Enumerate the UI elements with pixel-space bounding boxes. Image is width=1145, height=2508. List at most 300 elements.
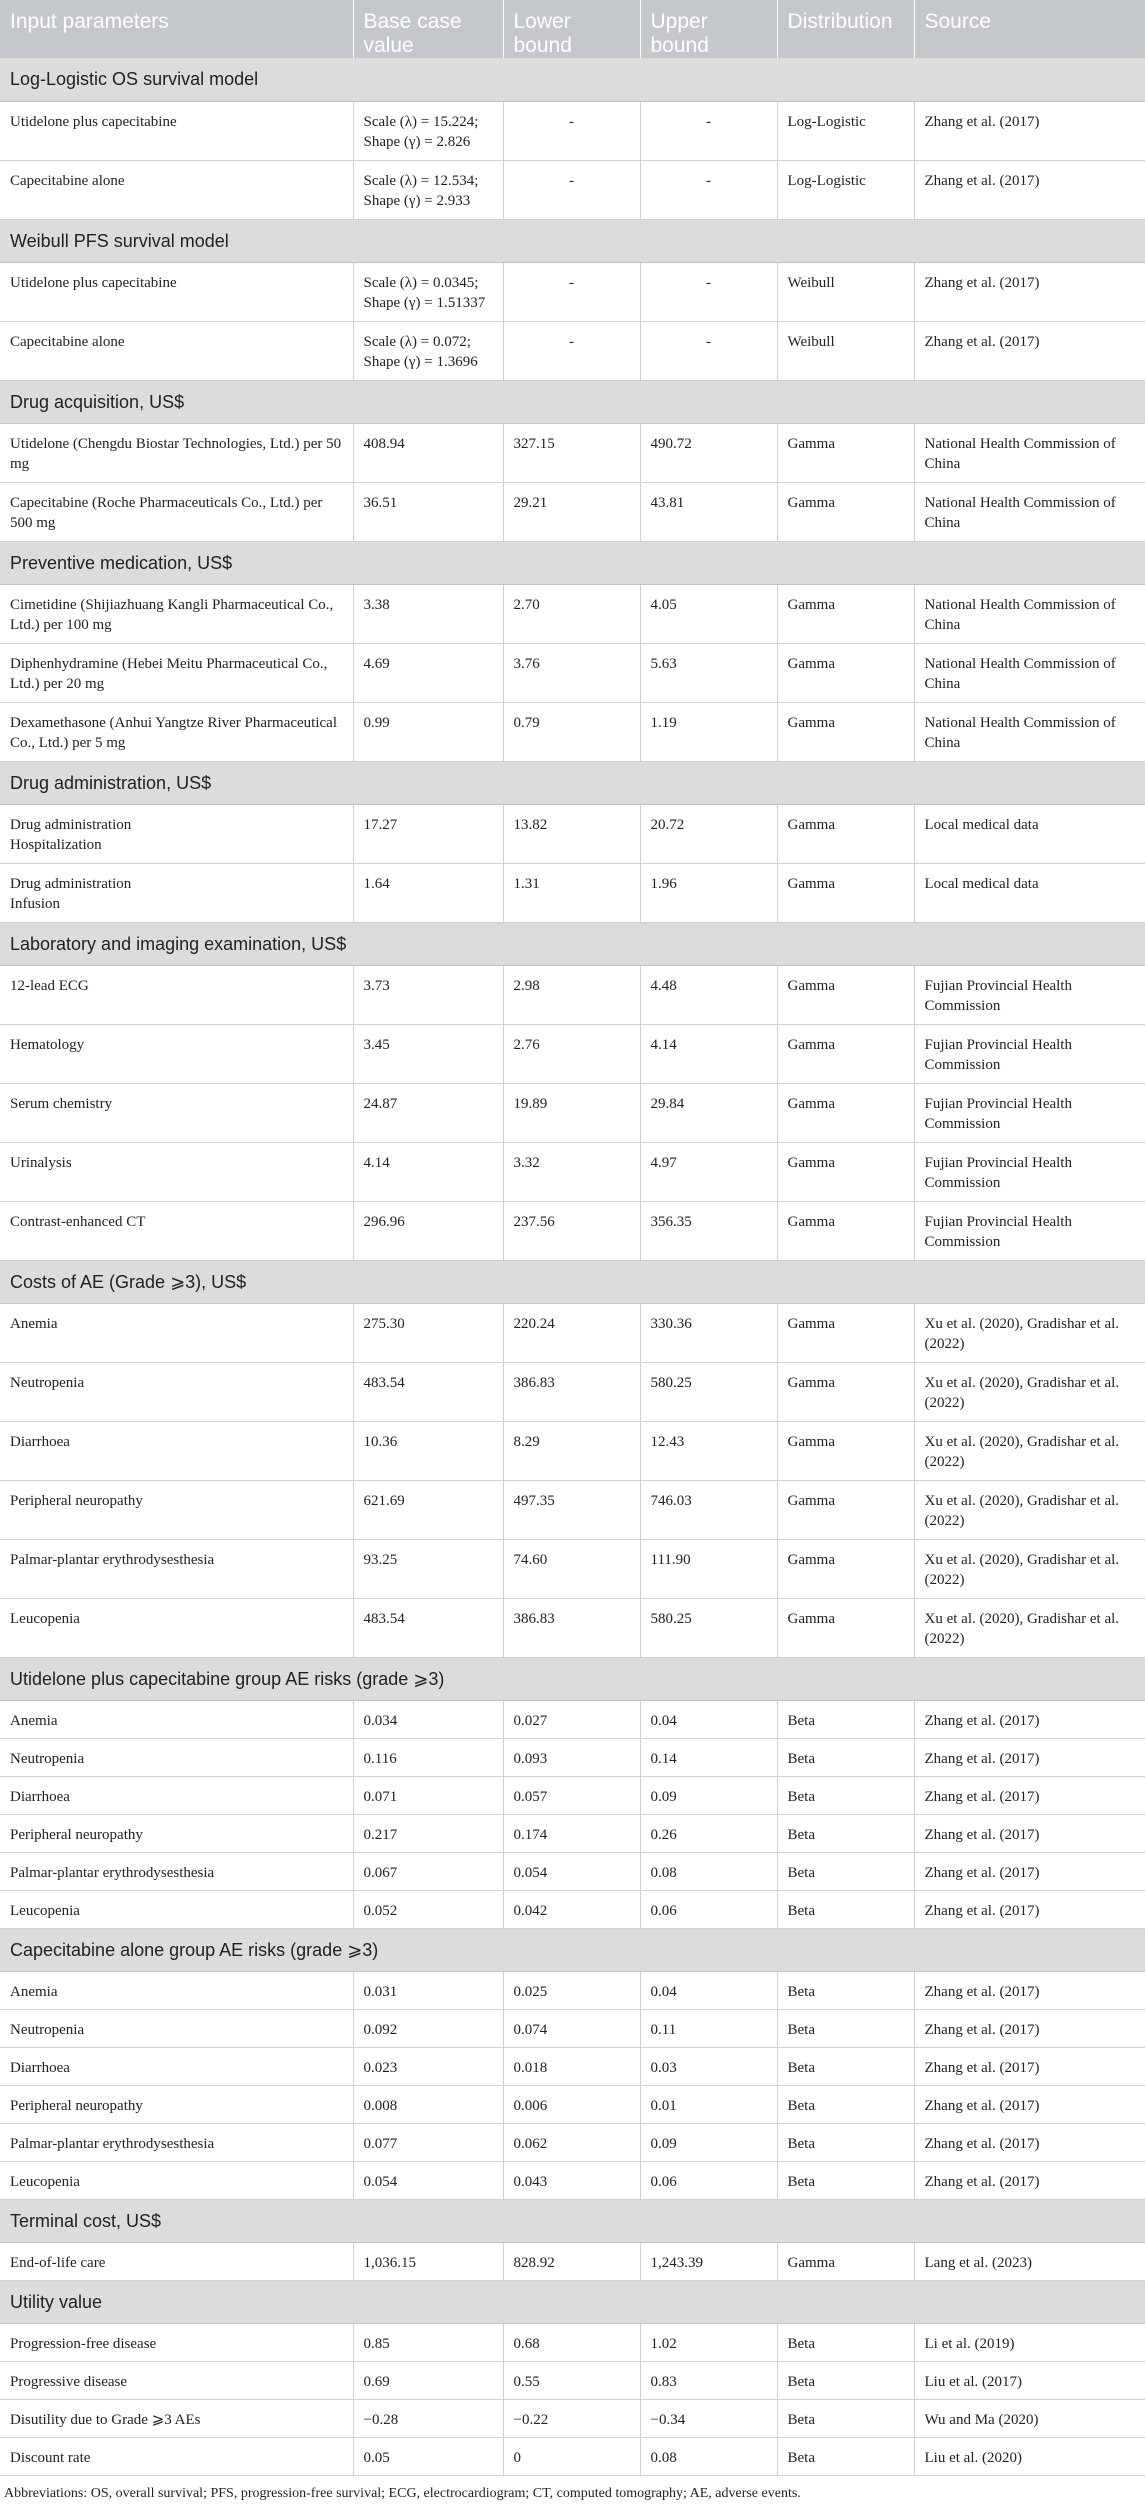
cell-source: Xu et al. (2020), Gradishar et al. (2022) (914, 1303, 1145, 1362)
table-row (0, 2361, 1145, 2399)
cell-distribution: Beta (777, 1890, 914, 1928)
cell-upper-bound: 490.72 (640, 423, 777, 482)
table-row (0, 1539, 1145, 1598)
cell-parameter: Capecitabine alone (0, 321, 353, 380)
cell-distribution: Beta (777, 1971, 914, 2009)
table-row (0, 1971, 1145, 2009)
cell-distribution: Gamma (777, 1201, 914, 1260)
cell-upper-bound: 580.25 (640, 1362, 777, 1421)
section-row (0, 1260, 1145, 1303)
cell-lower-bound: 8.29 (503, 1421, 640, 1480)
cell-source: Zhang et al. (2017) (914, 101, 1145, 160)
header-upper-bound: Upper bound (640, 0, 777, 58)
cell-base-value: 3.73 (353, 965, 503, 1024)
cell-parameter: Anemia (0, 1303, 353, 1362)
section-title: Drug acquisition, US$ (0, 380, 1145, 423)
section-title: Laboratory and imaging examination, US$ (0, 922, 1145, 965)
cell-lower-bound: 0.062 (503, 2123, 640, 2161)
cell-parameter: Progression-free disease (0, 2323, 353, 2361)
cell-lower-bound: 13.82 (503, 804, 640, 863)
cell-upper-bound: −0.34 (640, 2399, 777, 2437)
table-row (0, 2123, 1145, 2161)
cell-base-value: 0.99 (353, 702, 503, 761)
cell-lower-bound: 0.006 (503, 2085, 640, 2123)
cell-source: Zhang et al. (2017) (914, 1776, 1145, 1814)
cell-source: National Health Commission of China (914, 702, 1145, 761)
cell-upper-bound: 4.05 (640, 584, 777, 643)
cell-upper-bound: - (640, 101, 777, 160)
cell-lower-bound: 0.057 (503, 1776, 640, 1814)
cell-base-value: 296.96 (353, 1201, 503, 1260)
cell-source: Local medical data (914, 863, 1145, 922)
section-row (0, 922, 1145, 965)
cell-distribution: Beta (777, 2437, 914, 2475)
cell-parameter: Peripheral neuropathy (0, 1480, 353, 1539)
cell-lower-bound: 386.83 (503, 1598, 640, 1657)
cell-parameter: Progressive disease (0, 2361, 353, 2399)
cell-source: Xu et al. (2020), Gradishar et al. (2022) (914, 1539, 1145, 1598)
cell-source: Zhang et al. (2017) (914, 2009, 1145, 2047)
cell-source: National Health Commission of China (914, 643, 1145, 702)
cell-distribution: Gamma (777, 1480, 914, 1539)
cell-source: Zhang et al. (2017) (914, 1814, 1145, 1852)
cell-distribution: Gamma (777, 1539, 914, 1598)
cell-lower-bound: 0.79 (503, 702, 640, 761)
cell-base-value: 10.36 (353, 1421, 503, 1480)
cell-upper-bound: 746.03 (640, 1480, 777, 1539)
cell-lower-bound: 0.025 (503, 1971, 640, 2009)
table-row (0, 2009, 1145, 2047)
cell-source: Zhang et al. (2017) (914, 1700, 1145, 1738)
cell-distribution: Beta (777, 2123, 914, 2161)
cell-source: National Health Commission of China (914, 423, 1145, 482)
cell-distribution: Gamma (777, 804, 914, 863)
table-row (0, 2242, 1145, 2280)
table-row (0, 2161, 1145, 2199)
cell-parameter: Anemia (0, 1971, 353, 2009)
cell-base-value: 24.87 (353, 1083, 503, 1142)
section-row (0, 2199, 1145, 2242)
cell-upper-bound: 0.06 (640, 1890, 777, 1928)
cell-distribution: Beta (777, 1776, 914, 1814)
table-row (0, 1024, 1145, 1083)
section-row (0, 761, 1145, 804)
cell-distribution: Beta (777, 2161, 914, 2199)
cell-parameter: Peripheral neuropathy (0, 2085, 353, 2123)
cell-lower-bound: 0.68 (503, 2323, 640, 2361)
cell-source: Zhang et al. (2017) (914, 2047, 1145, 2085)
cell-upper-bound: 0.83 (640, 2361, 777, 2399)
cell-base-value: 0.116 (353, 1738, 503, 1776)
table-row (0, 1480, 1145, 1539)
cell-distribution: Beta (777, 2323, 914, 2361)
cell-upper-bound: 330.36 (640, 1303, 777, 1362)
cell-source: Zhang et al. (2017) (914, 2161, 1145, 2199)
header-input-parameters: Input parameters (0, 0, 353, 58)
cell-source: National Health Commission of China (914, 584, 1145, 643)
cell-upper-bound: 29.84 (640, 1083, 777, 1142)
table-row (0, 2323, 1145, 2361)
cell-base-value: 0.031 (353, 1971, 503, 2009)
cell-parameter: Capecitabine (Roche Pharmaceuticals Co., Ltd.) per 500 mg (0, 482, 353, 541)
table-row (0, 863, 1145, 922)
cell-distribution: Beta (777, 2009, 914, 2047)
cell-source: Fujian Provincial Health Commission (914, 1083, 1145, 1142)
cell-source: Fujian Provincial Health Commission (914, 1142, 1145, 1201)
table-row (0, 1421, 1145, 1480)
cell-parameter: Utidelone plus capecitabine (0, 101, 353, 160)
cell-upper-bound: 0.09 (640, 2123, 777, 2161)
cell-base-value: 483.54 (353, 1598, 503, 1657)
cell-source: Xu et al. (2020), Gradishar et al. (2022) (914, 1362, 1145, 1421)
table-row (0, 160, 1145, 219)
cell-parameter: Anemia (0, 1700, 353, 1738)
cell-distribution: Weibull (777, 321, 914, 380)
table-row (0, 101, 1145, 160)
table-row (0, 2437, 1145, 2475)
cell-upper-bound: 356.35 (640, 1201, 777, 1260)
cell-lower-bound: 3.76 (503, 643, 640, 702)
table-row (0, 2399, 1145, 2437)
cell-upper-bound: 4.97 (640, 1142, 777, 1201)
cell-lower-bound: 0.093 (503, 1738, 640, 1776)
cell-lower-bound: 29.21 (503, 482, 640, 541)
section-row (0, 1928, 1145, 1971)
section-title: Drug administration, US$ (0, 761, 1145, 804)
cell-base-value: 0.067 (353, 1852, 503, 1890)
cell-distribution: Gamma (777, 1142, 914, 1201)
cell-parameter: Neutropenia (0, 1738, 353, 1776)
cell-base-value: Scale (λ) = 0.072; Shape (γ) = 1.3696 (353, 321, 503, 380)
table-row (0, 1083, 1145, 1142)
cell-parameter: Cimetidine (Shijiazhuang Kangli Pharmaceutical Co., Ltd.) per 100 mg (0, 584, 353, 643)
cell-distribution: Weibull (777, 262, 914, 321)
cell-lower-bound: 0.018 (503, 2047, 640, 2085)
table-row (0, 2047, 1145, 2085)
cell-source: Zhang et al. (2017) (914, 160, 1145, 219)
cell-source: Xu et al. (2020), Gradishar et al. (2022) (914, 1480, 1145, 1539)
cell-source: Fujian Provincial Health Commission (914, 1201, 1145, 1260)
cell-distribution: Gamma (777, 965, 914, 1024)
cell-parameter: Palmar-plantar erythrodysesthesia (0, 1539, 353, 1598)
section-title: Utidelone plus capecitabine group AE risks (grade ⩾3) (0, 1657, 1145, 1700)
cell-base-value: 1,036.15 (353, 2242, 503, 2280)
cell-distribution: Gamma (777, 863, 914, 922)
cell-distribution: Gamma (777, 2242, 914, 2280)
cell-base-value: 0.05 (353, 2437, 503, 2475)
cell-base-value: 483.54 (353, 1362, 503, 1421)
cell-base-value: 0.008 (353, 2085, 503, 2123)
table-row (0, 1814, 1145, 1852)
cell-source: Zhang et al. (2017) (914, 321, 1145, 380)
cell-parameter: Diarrhoea (0, 1776, 353, 1814)
table-row (0, 321, 1145, 380)
cell-upper-bound: - (640, 160, 777, 219)
cell-distribution: Log-Logistic (777, 101, 914, 160)
cell-lower-bound: 74.60 (503, 1539, 640, 1598)
header-distribution: Distribution (777, 0, 914, 58)
cell-base-value: 0.023 (353, 2047, 503, 2085)
cell-lower-bound: 0 (503, 2437, 640, 2475)
cell-distribution: Gamma (777, 1421, 914, 1480)
cell-source: Zhang et al. (2017) (914, 262, 1145, 321)
cell-parameter: Drug administration Hospitalization (0, 804, 353, 863)
cell-distribution: Gamma (777, 1024, 914, 1083)
cell-distribution: Gamma (777, 584, 914, 643)
cell-upper-bound: 4.14 (640, 1024, 777, 1083)
cell-distribution: Beta (777, 1814, 914, 1852)
cell-distribution: Beta (777, 2399, 914, 2437)
cell-distribution: Gamma (777, 702, 914, 761)
cell-source: Xu et al. (2020), Gradishar et al. (2022) (914, 1598, 1145, 1657)
section-row (0, 541, 1145, 584)
cell-upper-bound: 1.19 (640, 702, 777, 761)
cell-base-value: 3.45 (353, 1024, 503, 1083)
cell-parameter: Hematology (0, 1024, 353, 1083)
cell-distribution: Gamma (777, 423, 914, 482)
table-row (0, 1142, 1145, 1201)
cell-base-value: 0.052 (353, 1890, 503, 1928)
cell-lower-bound: 1.31 (503, 863, 640, 922)
table-row (0, 1852, 1145, 1890)
cell-lower-bound: - (503, 160, 640, 219)
cell-base-value: Scale (λ) = 15.224; Shape (γ) = 2.826 (353, 101, 503, 160)
section-title: Weibull PFS survival model (0, 219, 1145, 262)
cell-source: Fujian Provincial Health Commission (914, 965, 1145, 1024)
cell-upper-bound: 580.25 (640, 1598, 777, 1657)
cell-source: Zhang et al. (2017) (914, 1852, 1145, 1890)
cell-source: Xu et al. (2020), Gradishar et al. (2022) (914, 1421, 1145, 1480)
cell-lower-bound: 0.027 (503, 1700, 640, 1738)
table-row (0, 482, 1145, 541)
cell-lower-bound: 19.89 (503, 1083, 640, 1142)
cell-parameter: Capecitabine alone (0, 160, 353, 219)
cell-lower-bound: 0.043 (503, 2161, 640, 2199)
cell-parameter: Urinalysis (0, 1142, 353, 1201)
cell-distribution: Gamma (777, 1598, 914, 1657)
cell-distribution: Gamma (777, 643, 914, 702)
cell-source: Wu and Ma (2020) (914, 2399, 1145, 2437)
cell-base-value: 0.217 (353, 1814, 503, 1852)
cell-source: Zhang et al. (2017) (914, 1971, 1145, 2009)
cell-base-value: 0.85 (353, 2323, 503, 2361)
table-row (0, 1303, 1145, 1362)
header-lower-bound: Lower bound (503, 0, 640, 58)
cell-lower-bound: - (503, 101, 640, 160)
cell-base-value: 17.27 (353, 804, 503, 863)
cell-parameter: Leucopenia (0, 1598, 353, 1657)
cell-lower-bound: 828.92 (503, 2242, 640, 2280)
section-title: Costs of AE (Grade ⩾3), US$ (0, 1260, 1145, 1303)
cell-base-value: 621.69 (353, 1480, 503, 1539)
cell-source: Zhang et al. (2017) (914, 1890, 1145, 1928)
header-base-case-value: Base case value (353, 0, 503, 58)
cell-upper-bound: 0.08 (640, 2437, 777, 2475)
cell-base-value: Scale (λ) = 0.0345; Shape (γ) = 1.51337 (353, 262, 503, 321)
cell-parameter: Leucopenia (0, 2161, 353, 2199)
cell-base-value: 275.30 (353, 1303, 503, 1362)
cell-parameter: Palmar-plantar erythrodysesthesia (0, 2123, 353, 2161)
cell-lower-bound: 0.054 (503, 1852, 640, 1890)
cell-distribution: Beta (777, 1700, 914, 1738)
cell-source: Fujian Provincial Health Commission (914, 1024, 1145, 1083)
cell-base-value: 0.092 (353, 2009, 503, 2047)
cell-base-value: 0.69 (353, 2361, 503, 2399)
cell-lower-bound: 386.83 (503, 1362, 640, 1421)
cell-source: Local medical data (914, 804, 1145, 863)
cell-upper-bound: 12.43 (640, 1421, 777, 1480)
cell-base-value: 0.034 (353, 1700, 503, 1738)
cell-base-value: 4.14 (353, 1142, 503, 1201)
cell-lower-bound: 2.98 (503, 965, 640, 1024)
cell-source: Zhang et al. (2017) (914, 2085, 1145, 2123)
cell-parameter: Utidelone (Chengdu Biostar Technologies, Ltd.) per 50 mg (0, 423, 353, 482)
section-title: Terminal cost, US$ (0, 2199, 1145, 2242)
cell-distribution: Log-Logistic (777, 160, 914, 219)
cell-upper-bound: 0.11 (640, 2009, 777, 2047)
cell-parameter: Neutropenia (0, 1362, 353, 1421)
cell-upper-bound: 0.09 (640, 1776, 777, 1814)
cell-upper-bound: 5.63 (640, 643, 777, 702)
table-footnote: Abbreviations: OS, overall survival; PFS, progression-free survival; ECG, electrocardiogram; CT, computed tomography; AE, adverse events. (4, 2486, 801, 2501)
cell-base-value: 0.054 (353, 2161, 503, 2199)
cell-upper-bound: 0.06 (640, 2161, 777, 2199)
cell-parameter: 12-lead ECG (0, 965, 353, 1024)
table-row (0, 1890, 1145, 1928)
cell-distribution: Beta (777, 2085, 914, 2123)
cell-lower-bound: 237.56 (503, 1201, 640, 1260)
cell-distribution: Beta (777, 1738, 914, 1776)
cell-parameter: Drug administration Infusion (0, 863, 353, 922)
section-row (0, 58, 1145, 101)
table-row (0, 262, 1145, 321)
cell-lower-bound: 327.15 (503, 423, 640, 482)
cell-distribution: Gamma (777, 482, 914, 541)
cell-distribution: Gamma (777, 1083, 914, 1142)
cell-upper-bound: 111.90 (640, 1539, 777, 1598)
cell-lower-bound: 0.074 (503, 2009, 640, 2047)
table-row (0, 423, 1145, 482)
cell-source: National Health Commission of China (914, 482, 1145, 541)
cell-base-value: 0.071 (353, 1776, 503, 1814)
table-row (0, 643, 1145, 702)
cell-parameter: Diphenhydramine (Hebei Meitu Pharmaceutical Co., Ltd.) per 20 mg (0, 643, 353, 702)
cell-distribution: Beta (777, 2047, 914, 2085)
table-body (0, 58, 1145, 2475)
cell-parameter: Neutropenia (0, 2009, 353, 2047)
cell-upper-bound: - (640, 262, 777, 321)
cell-lower-bound: - (503, 321, 640, 380)
cell-upper-bound: 1,243.39 (640, 2242, 777, 2280)
cell-source: Li et al. (2019) (914, 2323, 1145, 2361)
cell-upper-bound: 0.01 (640, 2085, 777, 2123)
section-title: Capecitabine alone group AE risks (grade ⩾3) (0, 1928, 1145, 1971)
section-row (0, 380, 1145, 423)
section-row (0, 2280, 1145, 2323)
cell-lower-bound: 0.55 (503, 2361, 640, 2399)
cell-distribution: Gamma (777, 1303, 914, 1362)
cell-lower-bound: 0.042 (503, 1890, 640, 1928)
table-row (0, 702, 1145, 761)
cell-source: Zhang et al. (2017) (914, 2123, 1145, 2161)
table-header (0, 0, 1145, 58)
cell-upper-bound: - (640, 321, 777, 380)
cell-parameter: Diarrhoea (0, 2047, 353, 2085)
cell-lower-bound: 497.35 (503, 1480, 640, 1539)
cell-parameter: Disutility due to Grade ⩾3 AEs (0, 2399, 353, 2437)
cell-base-value: 36.51 (353, 482, 503, 541)
table-row (0, 1362, 1145, 1421)
cell-parameter: Leucopenia (0, 1890, 353, 1928)
cell-parameter: Diarrhoea (0, 1421, 353, 1480)
cell-upper-bound: 0.08 (640, 1852, 777, 1890)
cell-upper-bound: 1.02 (640, 2323, 777, 2361)
cell-distribution: Beta (777, 2361, 914, 2399)
cell-lower-bound: 220.24 (503, 1303, 640, 1362)
cell-upper-bound: 0.04 (640, 1700, 777, 1738)
cell-source: Zhang et al. (2017) (914, 1738, 1145, 1776)
cell-lower-bound: 2.76 (503, 1024, 640, 1083)
cell-base-value: 1.64 (353, 863, 503, 922)
cell-parameter: Contrast-enhanced CT (0, 1201, 353, 1260)
table-row (0, 2085, 1145, 2123)
cell-parameter: Palmar-plantar erythrodysesthesia (0, 1852, 353, 1890)
table-row (0, 1201, 1145, 1260)
table-row (0, 584, 1145, 643)
cell-base-value: 408.94 (353, 423, 503, 482)
cell-lower-bound: −0.22 (503, 2399, 640, 2437)
cell-upper-bound: 43.81 (640, 482, 777, 541)
section-title: Preventive medication, US$ (0, 541, 1145, 584)
cell-upper-bound: 4.48 (640, 965, 777, 1024)
table-row (0, 1700, 1145, 1738)
cell-base-value: 3.38 (353, 584, 503, 643)
cell-upper-bound: 0.03 (640, 2047, 777, 2085)
table-row (0, 804, 1145, 863)
table-row (0, 1598, 1145, 1657)
cell-lower-bound: 2.70 (503, 584, 640, 643)
cell-distribution: Gamma (777, 1362, 914, 1421)
cell-base-value: Scale (λ) = 12.534; Shape (γ) = 2.933 (353, 160, 503, 219)
cell-base-value: 0.077 (353, 2123, 503, 2161)
cell-distribution: Beta (777, 1852, 914, 1890)
cell-parameter: Discount rate (0, 2437, 353, 2475)
section-title: Utility value (0, 2280, 1145, 2323)
cell-base-value: 4.69 (353, 643, 503, 702)
header-source: Source (914, 0, 1145, 58)
cell-base-value: −0.28 (353, 2399, 503, 2437)
section-row (0, 219, 1145, 262)
cell-lower-bound: 3.32 (503, 1142, 640, 1201)
cell-source: Liu et al. (2017) (914, 2361, 1145, 2399)
table-row (0, 1738, 1145, 1776)
section-row (0, 1657, 1145, 1700)
table-row (0, 965, 1145, 1024)
cell-upper-bound: 0.04 (640, 1971, 777, 2009)
section-title: Log-Logistic OS survival model (0, 58, 1145, 101)
cell-upper-bound: 1.96 (640, 863, 777, 922)
cell-parameter: Utidelone plus capecitabine (0, 262, 353, 321)
cell-upper-bound: 0.26 (640, 1814, 777, 1852)
cell-base-value: 93.25 (353, 1539, 503, 1598)
cell-parameter: End-of-life care (0, 2242, 353, 2280)
table-row (0, 1776, 1145, 1814)
cell-parameter: Serum chemistry (0, 1083, 353, 1142)
cell-upper-bound: 20.72 (640, 804, 777, 863)
cell-source: Lang et al. (2023) (914, 2242, 1145, 2280)
cell-lower-bound: - (503, 262, 640, 321)
cell-upper-bound: 0.14 (640, 1738, 777, 1776)
